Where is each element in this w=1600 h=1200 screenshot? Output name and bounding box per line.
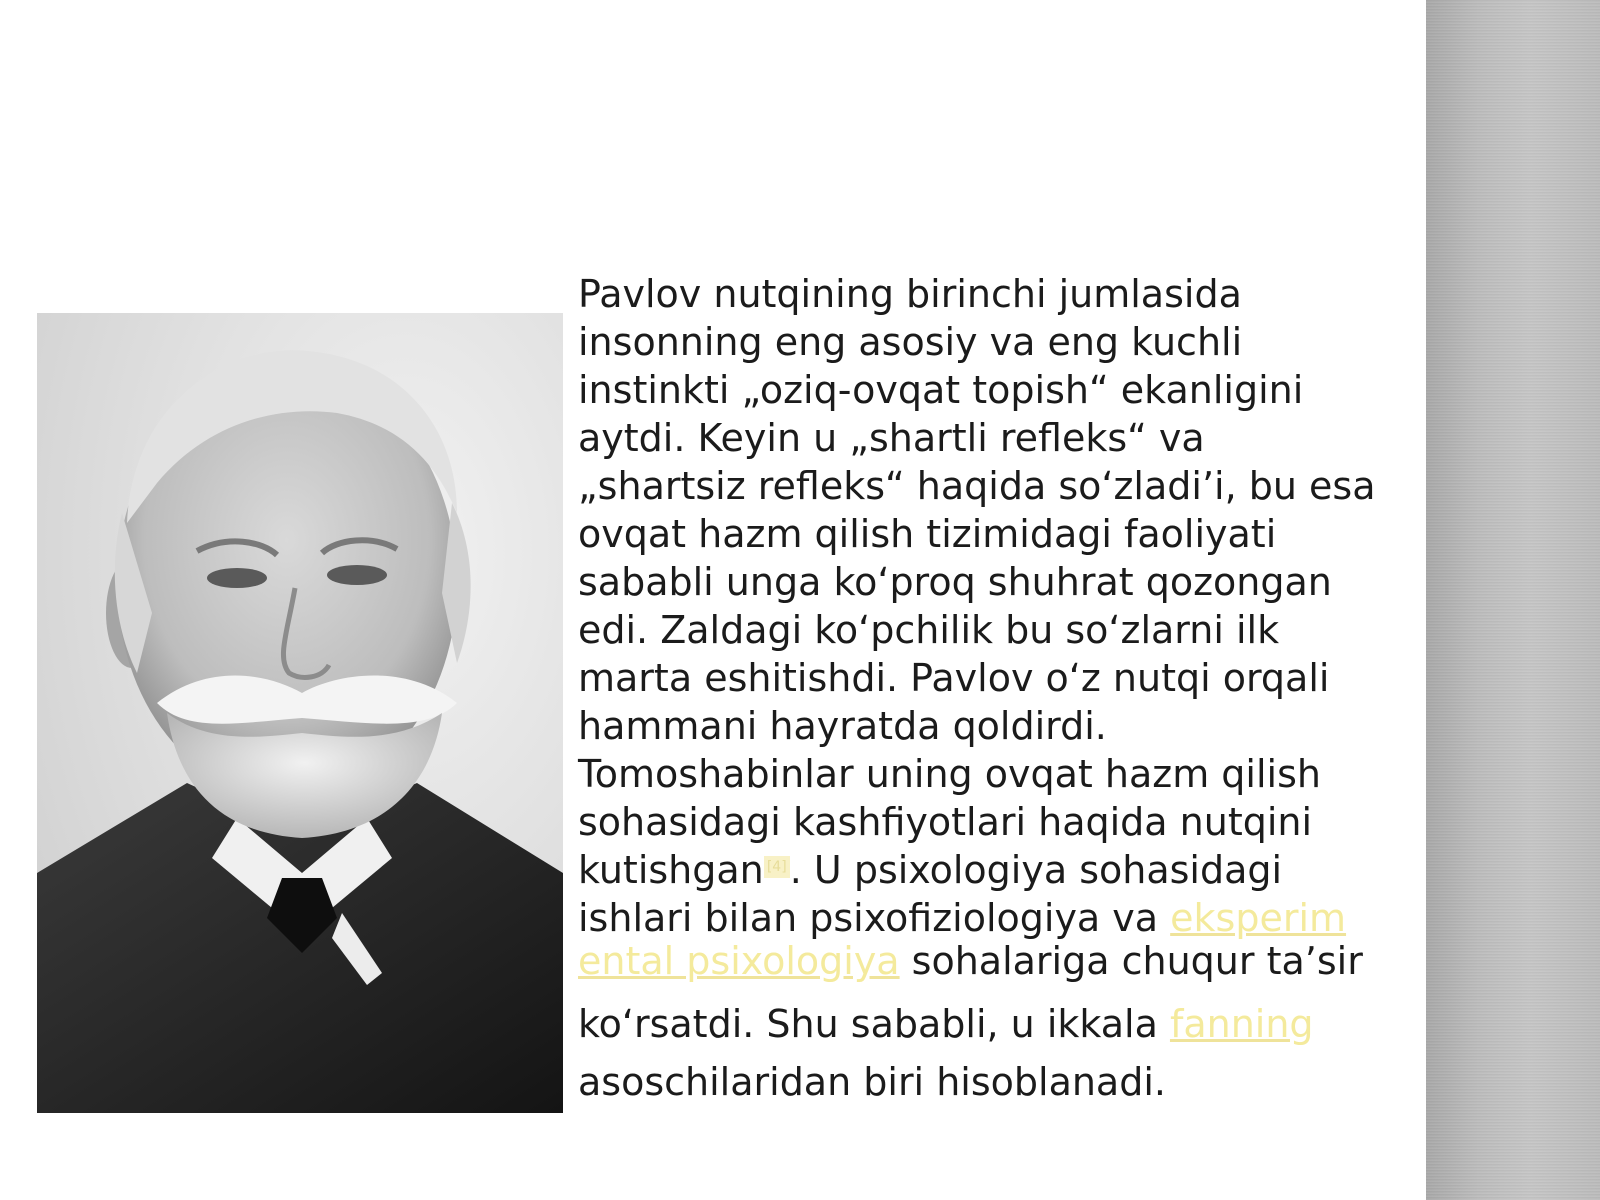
text-line: hammani hayratda qoldirdi. [578,704,1107,748]
fanning-link[interactable]: fanning [1169,1002,1314,1046]
text-line: „shartsiz refleks“ haqida so‘zladi’i, bu esa [578,464,1376,508]
text-line: sababli unga ko‘proq shuhrat qozongan [578,560,1332,604]
body-paragraph [578,270,1376,1106]
text-fragment: ko‘rsatdi. Shu sababli, u ikkala [578,1002,1170,1046]
text-fragment: kutishgan [578,848,764,892]
decorative-side-band [1426,0,1600,1200]
text-line: marta eshitishdi. Pavlov o‘z nutqi orqali [578,656,1330,700]
text-line [578,939,1368,983]
text-line: insonning eng asosiy va eng kuchli [578,320,1243,364]
experimental-psychology-link-part1[interactable]: eksperim [1170,896,1347,940]
text-line: sohasidagi kashfiyotlari haqida nutqini [578,800,1313,844]
text-fragment: sohalariga chuqur ta’sir [899,939,1363,983]
text-line: ovqat hazm qilish tizimidagi faoliyati [578,512,1277,556]
text-fragment: ishlari bilan psixofiziologiya va [578,896,1171,940]
text-line: aytdi. Keyin u „shartli refleks“ va [578,416,1205,460]
text-line: edi. Zaldagi ko‘pchilik bu so‘zlarni ilk [578,608,1280,652]
reference-link[interactable]: [4] [764,856,790,878]
text-line [578,894,1368,942]
experimental-psychology-link-part2[interactable]: ental psixologiya [578,939,900,983]
text-line [578,846,1368,894]
text-line: Pavlov nutqining birinchi jumlasida [578,272,1242,316]
text-line [578,1000,1368,1048]
text-line: Tomoshabinlar uning ovqat hazm qilish [578,752,1321,796]
text-line: instinkti „oziq-ovqat topish“ ekanligini [578,368,1304,412]
portrait-illustration [37,313,563,1113]
text-fragment: . U psixologiya sohasidagi [789,848,1283,892]
text-line: asoschilaridan biri hisoblanadi. [578,1060,1166,1104]
portrait-photo [37,313,563,1113]
